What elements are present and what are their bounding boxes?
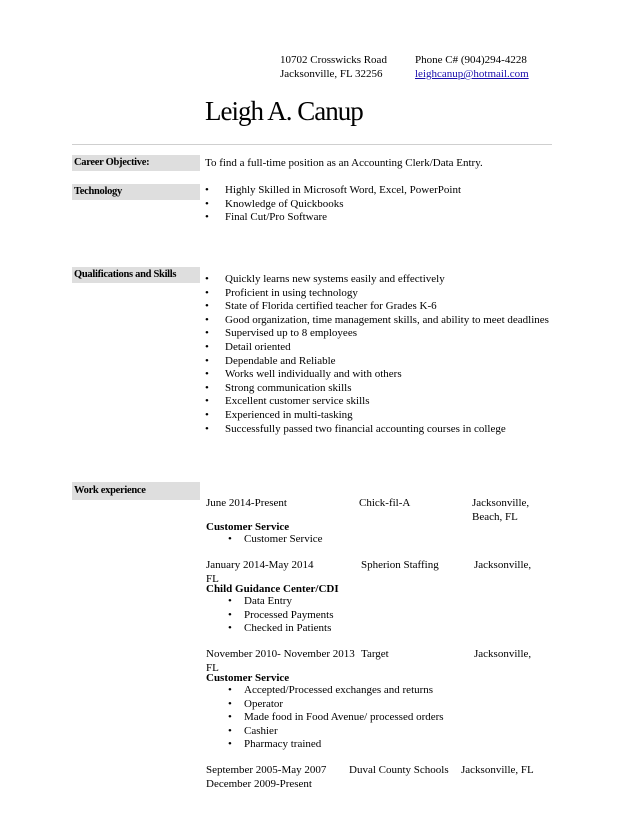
job-location	[472, 496, 529, 524]
job-dates-line: FL	[206, 573, 219, 585]
job-location: Jacksonville,	[474, 648, 532, 660]
candidate-name: Leigh A. Canup	[205, 96, 363, 126]
job-location-line: Jacksonville,	[472, 497, 530, 509]
job-company: Target	[361, 648, 389, 660]
career-objective-label: Career Objective:	[72, 155, 200, 171]
job-duties	[228, 595, 334, 636]
list-item: • Made food in Food Avenue/ processed orders	[228, 711, 444, 725]
list-item: • Supervised up to 8 employees	[205, 327, 549, 341]
job-title: Child Guidance Center/CDI	[206, 583, 339, 595]
list-item: • Excellent customer service skills	[205, 395, 549, 409]
job-title: Customer Service	[206, 521, 290, 533]
job-dates-line: January 2014-May 2014	[206, 559, 314, 571]
list-item: • Customer Service	[228, 533, 323, 547]
phone-number: Phone C# (904)294-4228	[415, 54, 527, 66]
header-divider	[72, 144, 552, 145]
job-dates-line: November 2010- November 2013	[206, 648, 355, 660]
job-company: Spherion Staffing	[361, 559, 439, 571]
job-company: Chick-fil-A	[359, 497, 411, 509]
list-item: • Pharmacy trained	[228, 738, 444, 752]
work-experience-label: Work experience	[72, 482, 200, 500]
list-item: • Processed Payments	[228, 609, 334, 623]
job-location: Jacksonville,	[474, 559, 532, 571]
list-item: • Detail oriented	[205, 341, 549, 355]
list-item: • Dependable and Reliable	[205, 355, 549, 369]
email-link[interactable]: leighcanup@hotmail.com	[415, 68, 529, 80]
job-location: Jacksonville, FL	[461, 764, 534, 776]
address-line-1: 10702 Crosswicks Road	[280, 54, 387, 66]
job-location-line: Beach, FL	[472, 511, 518, 523]
list-item: • State of Florida certified teacher for Grades K-6	[205, 300, 549, 314]
career-objective-text: To find a full-time position as an Accounting Clerk/Data Entry.	[205, 157, 483, 169]
address-line-2: Jacksonville, FL 32256	[280, 68, 383, 80]
job-dates: June 2014-Present	[206, 497, 287, 509]
list-item: • Accepted/Processed exchanges and returns	[228, 684, 444, 698]
job-title: Customer Service	[206, 672, 290, 684]
list-item: • Strong communication skills	[205, 382, 549, 396]
job-dates-line: September 2005-May 2007	[206, 764, 327, 776]
list-item: • Knowledge of Quickbooks	[205, 198, 461, 212]
list-item: • Checked in Patients	[228, 622, 334, 636]
job-duties	[228, 684, 444, 752]
list-item: • Good organization, time management skills, and ability to meet deadlines	[205, 314, 549, 328]
list-item: • Final Cut/Pro Software	[205, 211, 461, 225]
job-dates-line: December 2009-Present	[206, 778, 312, 790]
job-duties	[228, 533, 323, 547]
qualifications-list	[205, 273, 549, 436]
qualifications-label: Qualifications and Skills	[72, 267, 200, 283]
technology-label: Technology	[72, 184, 200, 200]
job-dates	[206, 763, 326, 791]
contact-block	[415, 53, 529, 81]
list-item: • Successfully passed two financial accounting courses in college	[205, 423, 549, 437]
job-dates-line: FL	[206, 662, 219, 674]
list-item: • Works well individually and with others	[205, 368, 549, 382]
list-item: • Cashier	[228, 725, 444, 739]
list-item: • Operator	[228, 698, 444, 712]
list-item: • Highly Skilled in Microsoft Word, Excel, PowerPoint	[205, 184, 461, 198]
list-item: • Quickly learns new systems easily and effectively	[205, 273, 549, 287]
job-company: Duval County Schools	[349, 764, 449, 776]
technology-list	[205, 184, 461, 225]
address-block	[280, 53, 387, 81]
list-item: • Data Entry	[228, 595, 334, 609]
list-item: • Experienced in multi-tasking	[205, 409, 549, 423]
list-item: • Proficient in using technology	[205, 287, 549, 301]
